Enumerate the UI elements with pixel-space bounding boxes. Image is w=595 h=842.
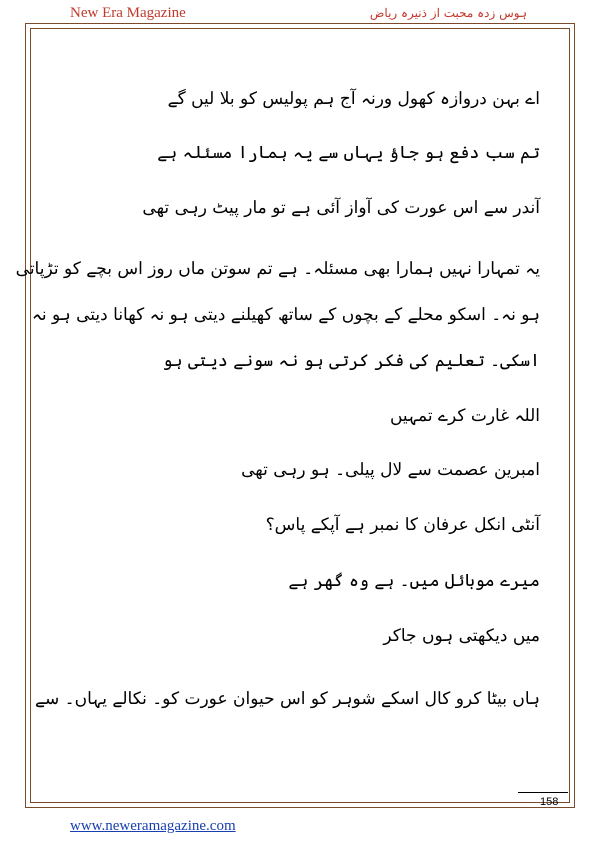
text-line-8: امبرین عصمت سے لال پیلی۔ ہو رہی تھی [241, 460, 540, 480]
text-line-5: ہو نہ۔ اسکو محلے کے بچوں کے ساتھ کھیلنے دیتی ہو نہ کھانا دیتی ہو نہ [31, 305, 540, 325]
page-number: 158 [540, 796, 559, 808]
text-line-11: میں دیکھتی ہوں جاکر [383, 626, 540, 646]
story-title: ہوس زدہ محبت از ذنیرہ ریاض [369, 6, 527, 20]
text-line-4: یہ تمہارا نہیں ہمارا بھی مسئلہ۔ ہے تم سوتن ماں روز اس بچے کو تڑپاتی [15, 259, 540, 279]
text-line-3: آندر سے اس عورت کی آواز آئی ہے تو مار پیٹ رہی تھی [142, 198, 540, 218]
text-line-7: اللہ غارت کرے تمہیں [389, 406, 540, 426]
website-link[interactable]: www.neweramagazine.com [70, 818, 236, 834]
text-line-10: میرے موبائل میں۔ ہے وہ گھر ہے [288, 571, 540, 591]
text-line-2: تم سب دفع ہو جاؤ یہاں سے یہ ہمارا مسئلہ ہے [157, 143, 540, 163]
magazine-name: New Era Magazine [70, 5, 186, 21]
text-line-6: اسکی۔ تعلیم کی فکر کرتی ہو نہ سونے دیتی ہو [162, 351, 540, 371]
page-number-rule [518, 792, 568, 793]
text-line-1: اے بہن دروازہ کھول ورنہ آج ہم پولیس کو بلا لیں گے [167, 89, 540, 109]
text-line-9: آنٹی انکل عرفان کا نمبر ہے آپکے پاس؟ [265, 515, 540, 535]
text-line-12: ہاں بیٹا کرو کال اسکے شوہر کو اس حیوان عورت کو۔ نکالے یہاں۔ سے [35, 689, 540, 709]
